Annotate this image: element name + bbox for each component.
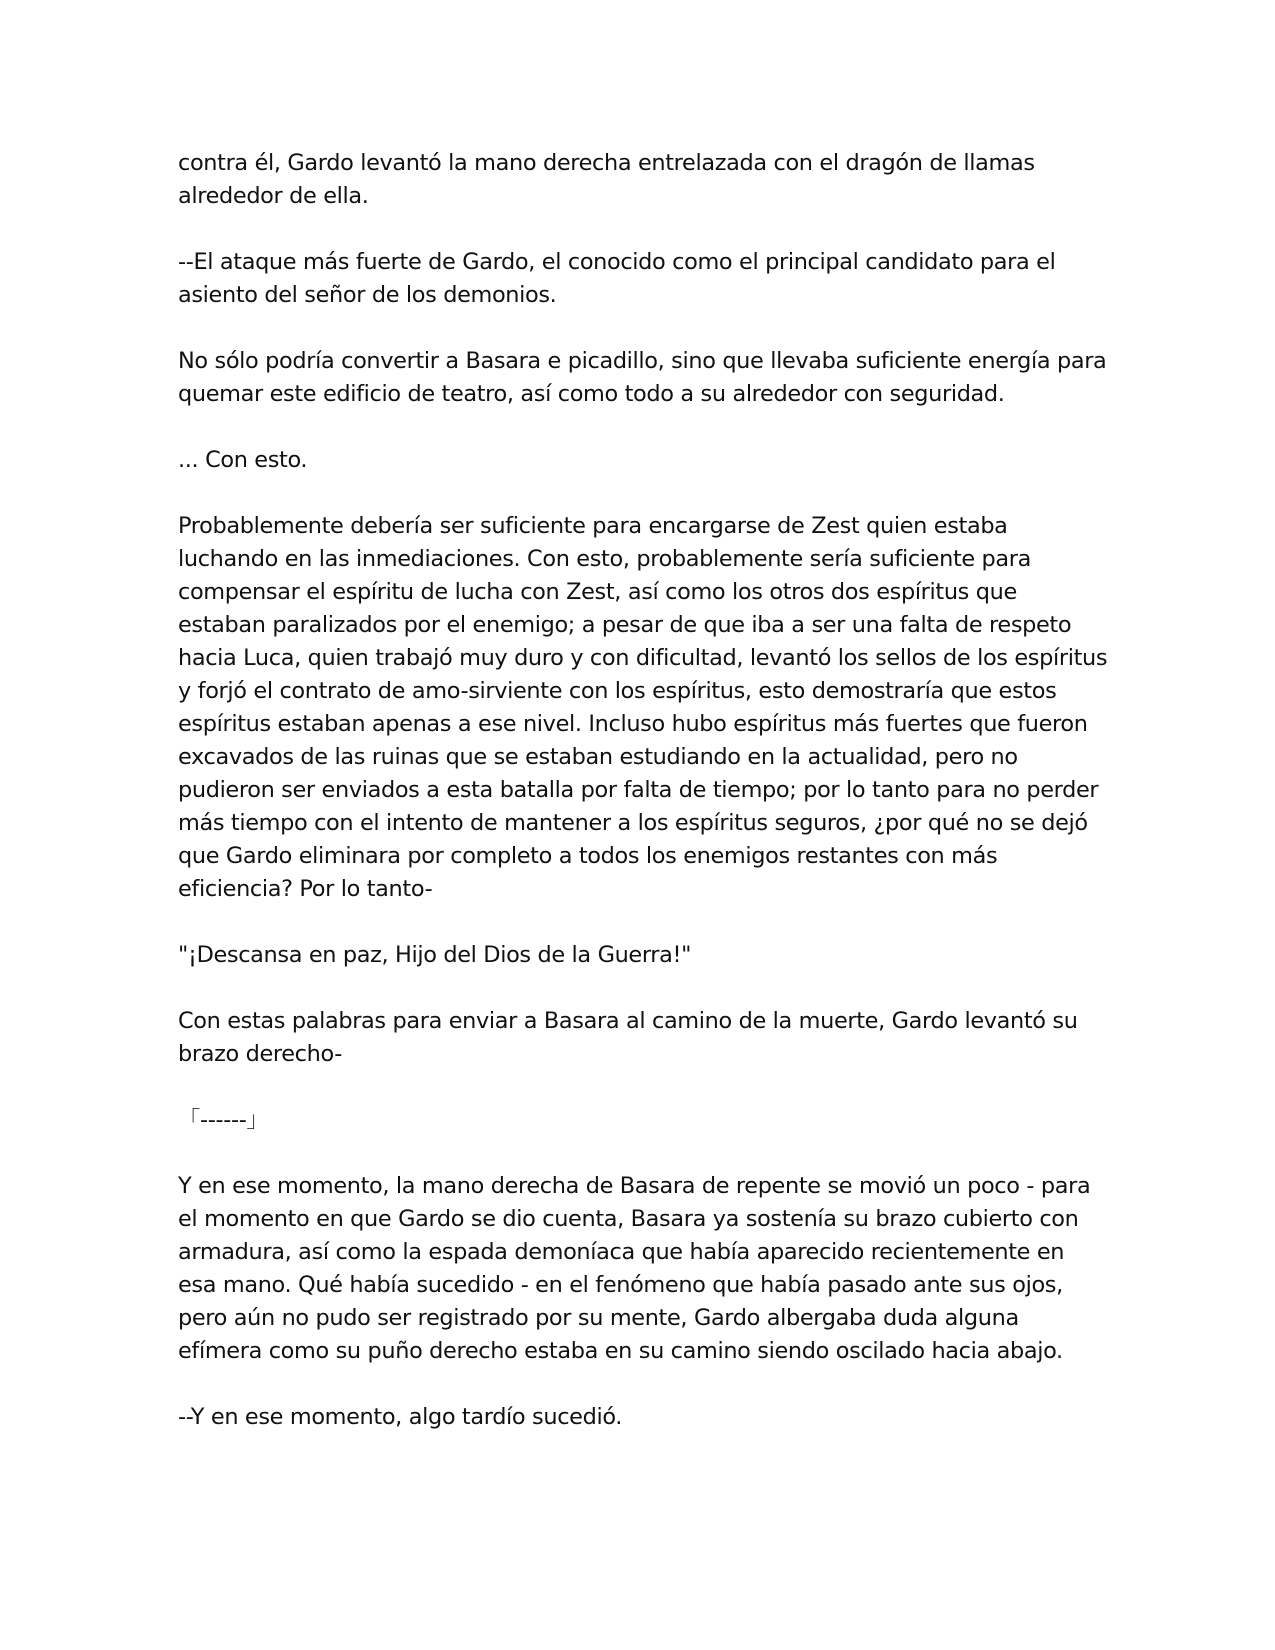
paragraph-6: "¡Descansa en paz, Hijo del Dios de la Guerra!" — [178, 942, 692, 968]
paragraph-8: 「------」 — [178, 1107, 269, 1133]
paragraph-7: Con estas palabras para enviar a Basara al camino de la muerte, Gardo levantó su brazo derecho- — [178, 1008, 1078, 1067]
paragraph-4: ... Con esto. — [178, 447, 308, 473]
paragraph-3: No sólo podría convertir a Basara e picadillo, sino que llevaba suficiente energía para quemar este edificio de teatro, así como todo a su alrededor con seguridad. — [178, 348, 1107, 407]
paragraph-9: Y en ese momento, la mano derecha de Basara de repente se movió un poco - para el momento en que Gardo se dio cuenta, Basara ya sostenía su brazo cubierto con armadura, así como la espada demoníaca que había aparecido recientemente en esa mano. Qué había sucedido - en el fenómeno que había pasado ante sus ojos, pero aún no pudo ser registrado por su mente, Gardo albergaba duda alguna efímera como su puño derecho estaba en su camino siendo oscilado hacia abajo. — [178, 1173, 1091, 1364]
document-page — [178, 147, 1108, 1467]
paragraph-2: --El ataque más fuerte de Gardo, el conocido como el principal candidato para el asiento del señor de los demonios. — [178, 249, 1056, 308]
paragraph-10: --Y en ese momento, algo tardío sucedió. — [178, 1404, 623, 1430]
paragraph-5: Probablemente debería ser suficiente para encargarse de Zest quien estaba luchando en las inmediaciones. Con esto, probablemente sería suficiente para compensar el espíritu de lucha con Zest, así como los otros dos espíritus que estaban paralizados por el enemigo; a pesar de que iba a ser una falta de respeto hacia Luca, quien trabajó muy duro y con dificultad, levantó los sellos de los espíritus y forjó el contrato de amo-sirviente con los espíritus, esto demostraría que estos espíritus estaban apenas a ese nivel. Incluso hubo espíritus más fuertes que fueron excavados de las ruinas que se estaban estudiando en la actualidad, pero no pudieron ser enviados a esta batalla por falta de tiempo; por lo tanto para no perder más tiempo con el intento de mantener a los espíritus seguros, ¿por qué no se dejó que Gardo eliminara por completo a todos los enemigos restantes con más eficiencia? Por lo tanto- — [178, 513, 1108, 902]
paragraph-1: contra él, Gardo levantó la mano derecha entrelazada con el dragón de llamas alrededor de ella. — [178, 150, 1035, 209]
